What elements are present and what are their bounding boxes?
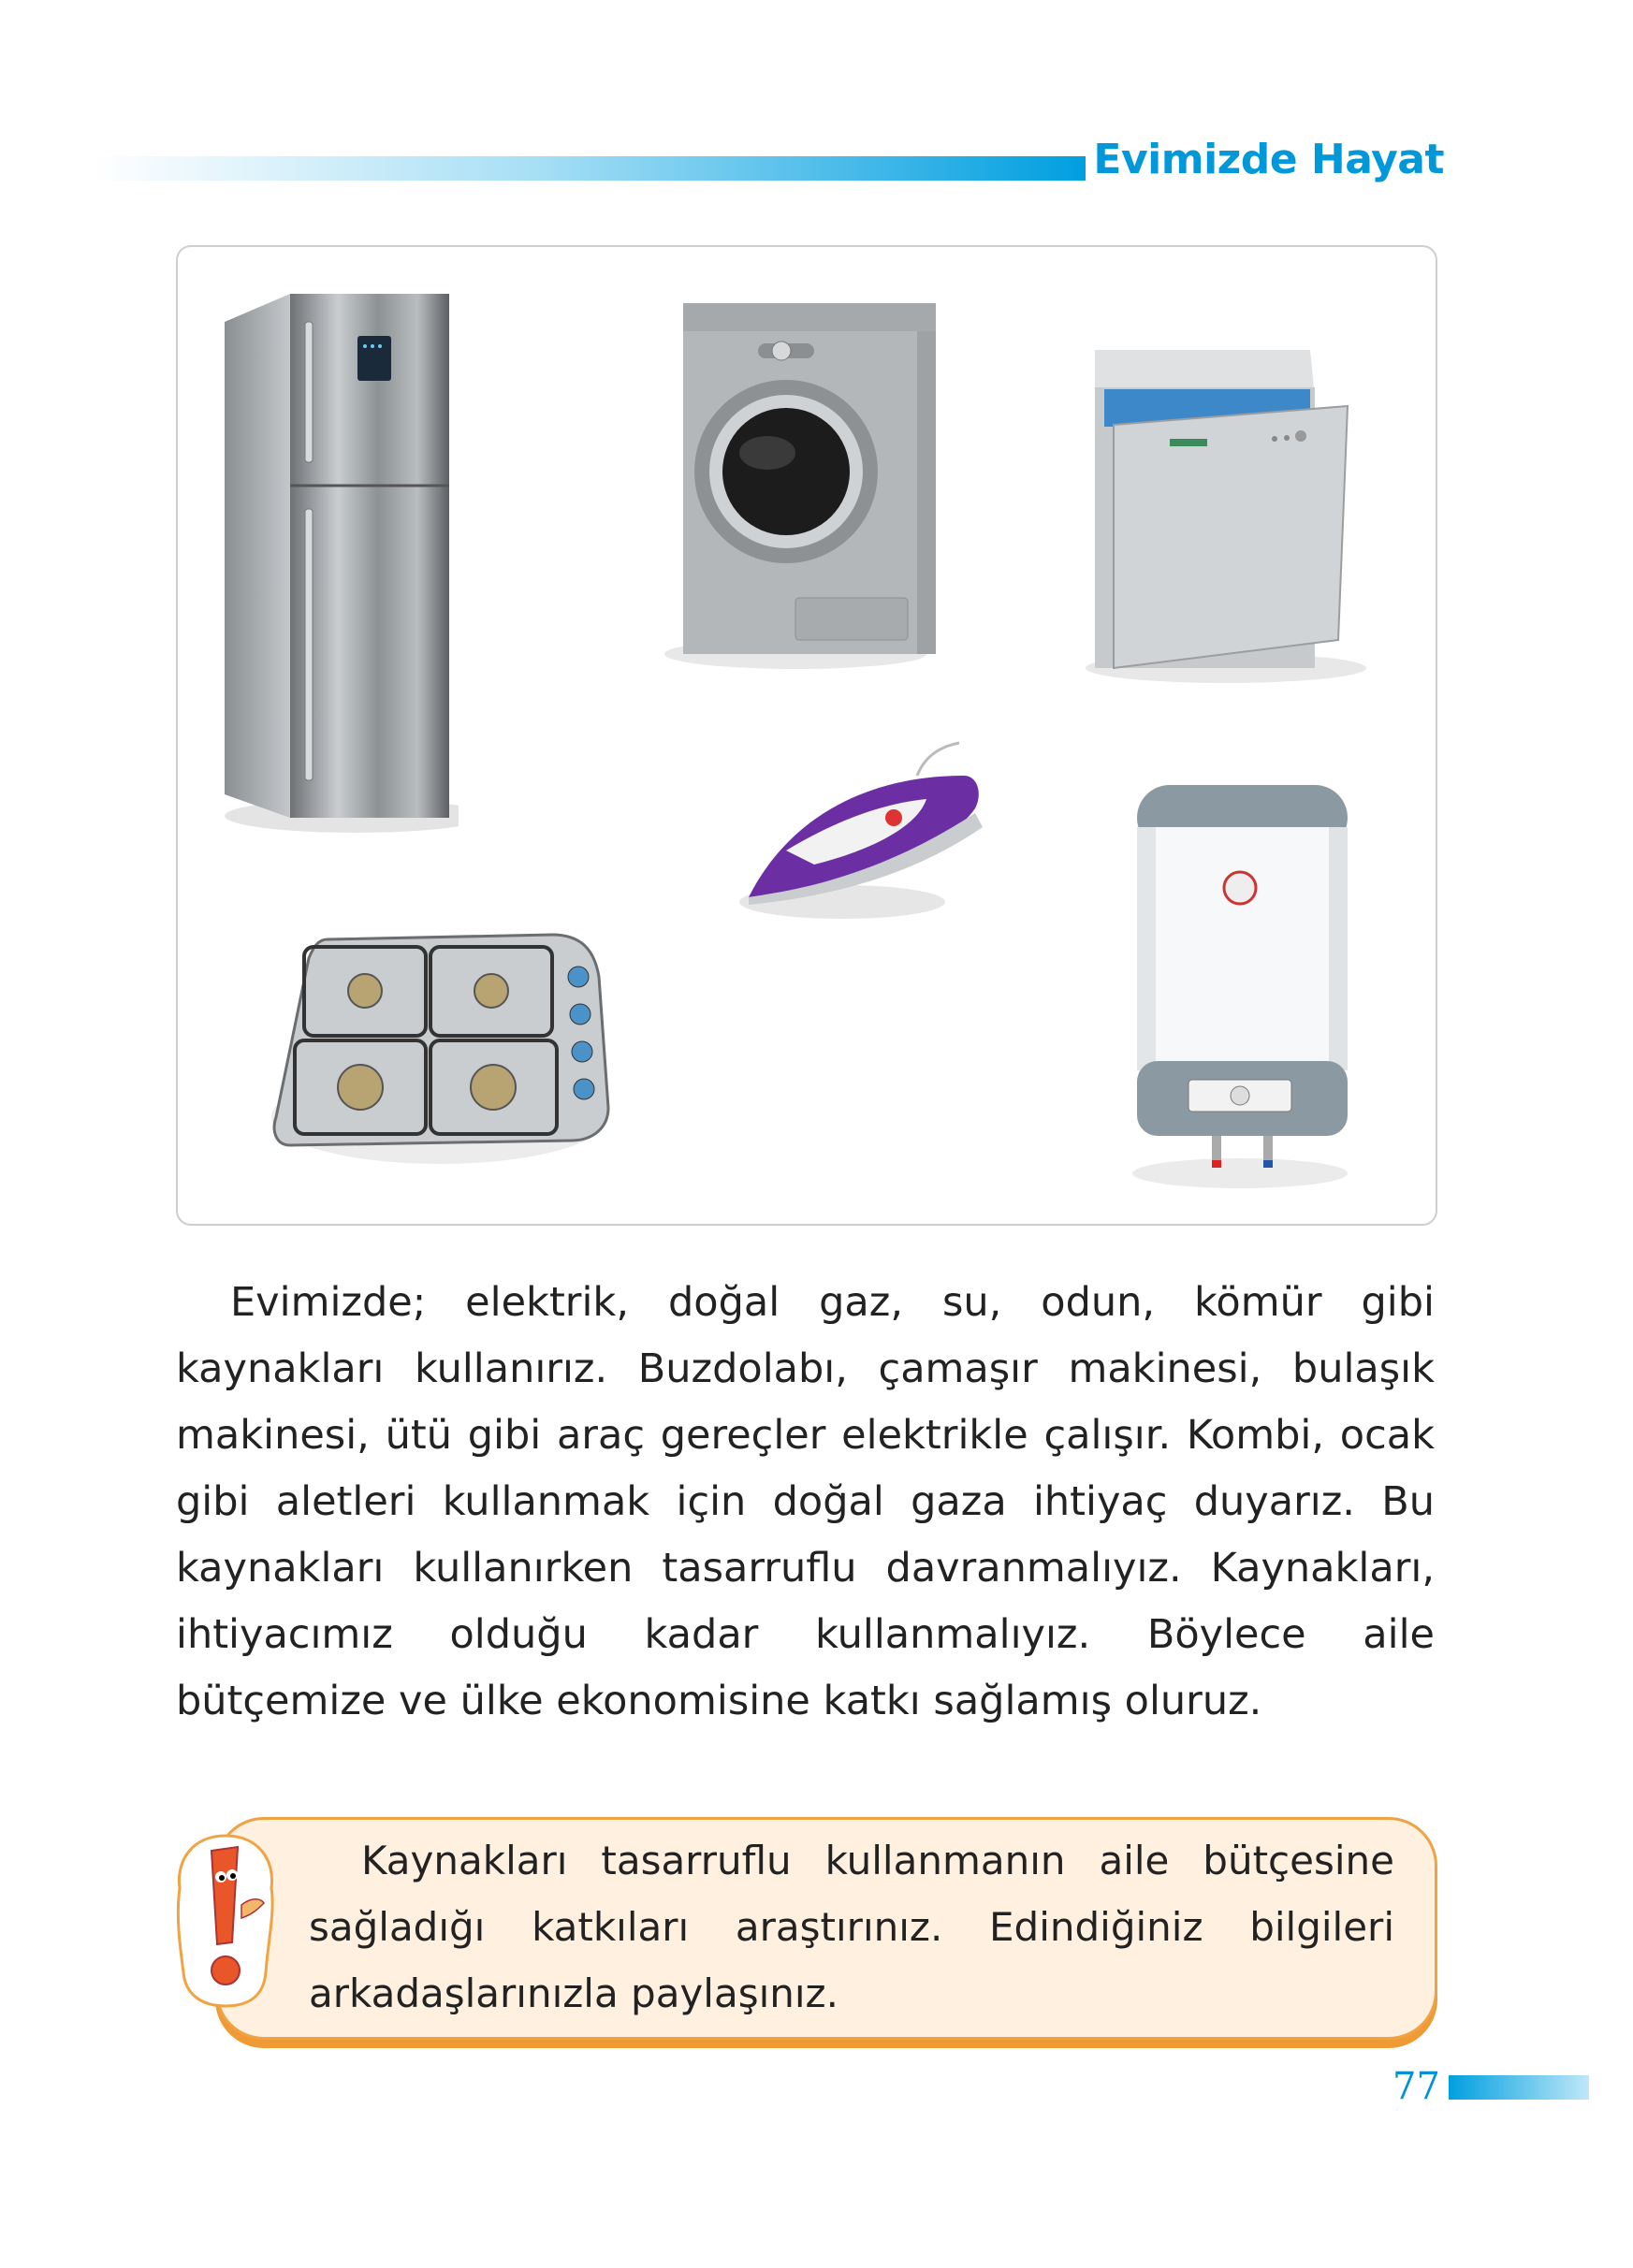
gas-stove-image — [271, 921, 627, 1173]
footer-gradient-bar — [1449, 2075, 1589, 2100]
refrigerator-image — [215, 284, 459, 836]
appliances-illustration — [176, 245, 1437, 1226]
header-gradient-bar — [94, 156, 1086, 181]
water-heater-image — [1123, 780, 1366, 1211]
body-paragraph: Evimizde; elektrik, doğal gaz, su, odun, kömür gibi kaynakları kullanırız. Buzdolabı, çamaşır makinesi, bulaşık makinesi, ütü gibi araç gereçler elektrikle çalışır. Kombi, ocak gibi aletleri kullanmak için doğal gaza ihtiyaç duyarız. Bu kaynakları kullanırken tasarruflu davranmalıyız. Kaynakları, ihtiyacımız olduğu kadar kullanmalıyız. Böylece aile bütçemize ve ülke ekonomisine katkı sağlamış oluruz. — [176, 1279, 1435, 1724]
iron-image — [730, 738, 1001, 935]
washing-machine-image — [664, 298, 936, 673]
unit-title: Evimizde Hayat — [1093, 136, 1444, 183]
exclamation-mascot-icon — [174, 1832, 277, 2010]
dishwasher-image — [1057, 331, 1376, 687]
activity-note-text: Kaynakları tasarruflu kullanmanın aile bütçesine sağladığı katkıları araştırınız. Edindiğiniz bilgileri arkadaşlarınızla paylaşınız. — [309, 1838, 1394, 2016]
page-number: 77 — [1392, 2065, 1440, 2108]
